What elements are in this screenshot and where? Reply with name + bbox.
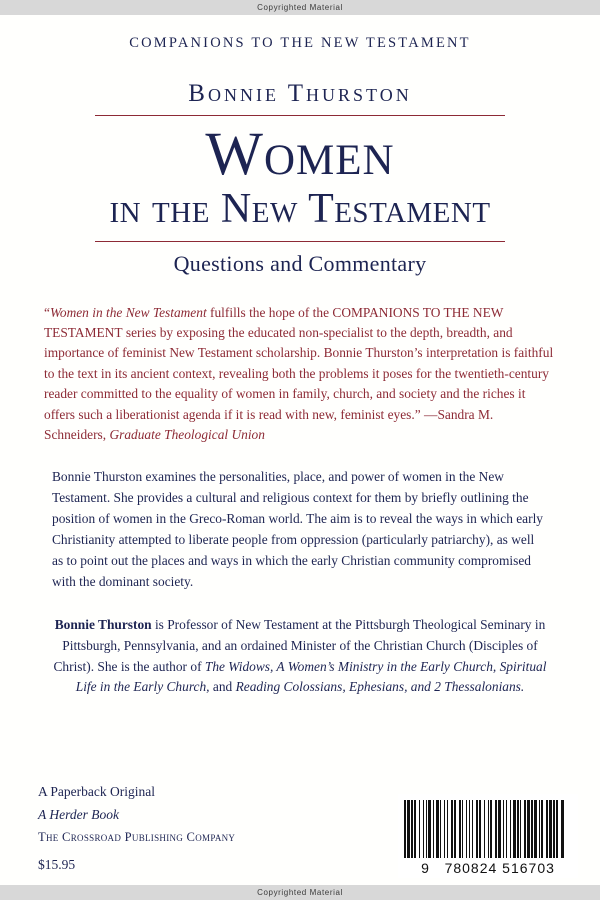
divider-rule-top [95,115,505,116]
book-description: Bonnie Thurston examines the personalities, place, and power of women in the New Testament. She provides a cultural and religious context for them by briefly outlining the position of women in the Greco-Roman world. The aim is to reveal the ways in which early Christianity attempted to liberate people from oppression (particularly patriarchy), as well as to point out the places and ways in which the early Christian community compromised with the dominant society. [52,469,543,589]
barcode-isbn [404,860,572,876]
author-bio-works-2: Reading Colossians, Ephesians, and 2 Thessalonians. [235,679,525,695]
barcode-isbn-prefix: 9 [421,860,430,876]
review-blurb: “Women in the New Testament fulfills the hope of the COMPANIONS TO THE NEW TESTAMENT series by exposing the educated non-specialist to the depth, breadth, and importance of feminist New Testament scholarship. Bonnie Thurston’s interpretation is faithful to the text in its ancient context, revealing both the problems it poses for the twentieth-century reader committed to the equality of women in family, church, and society and the riches it offers such a liberationist agenda if it is read with new, feminist eyes.” —Sandra M. Schneiders, Graduate Theological Union [44,304,554,442]
footer-line-imprint: A Herder Book [38,806,119,822]
blurb-endorser-affiliation: Graduate Theological Union [109,426,265,442]
price-label: $15.95 [38,857,76,872]
book-title-line2: in the New Testament [109,185,491,232]
author-bio-works-1: The Widows, A Women’s Ministry in the Early Church, Spiritual Life in the Early Church, [75,658,547,695]
book-title-line1: Women [205,121,395,188]
cover-content [0,15,600,885]
blurb-series-smallcaps: COMPANIONS TO THE NEW TESTAMENT [44,304,504,341]
publisher-footer [38,780,368,873]
author-bio-works-connector: and [212,679,236,695]
barcode-bars [404,800,572,858]
blurb-endorser: —Sandra M. Schneiders, [44,406,494,442]
author-name: Bonnie Thurston [188,80,412,107]
author-bio-text: is Professor of New Testament at the Pittsburgh Theological Seminary in Pittsburgh, Pennsylvania, and an ordained Minister of the Christian Church (Disciples of Christ). She is the author of [53,616,546,674]
author-bio-name: Bonnie Thurston [54,616,152,632]
author-bio [50,615,550,699]
copyright-watermark-top: Copyrighted Material [0,0,600,15]
series-title: COMPANIONS TO THE NEW TESTAMENT [129,35,471,51]
copyright-watermark-bottom: Copyrighted Material [0,885,600,900]
blurb-italic-title: Women in the New Testament [49,304,207,320]
publisher-name: The Crossroad Publishing Company [38,830,236,844]
book-subtitle: Questions and Commentary [173,250,427,276]
barcode-isbn-main: 780824 516703 [444,860,555,876]
divider-rule-bottom [95,241,505,242]
footer-line-paperback: A Paperback Original [38,783,155,799]
barcode [398,794,578,878]
